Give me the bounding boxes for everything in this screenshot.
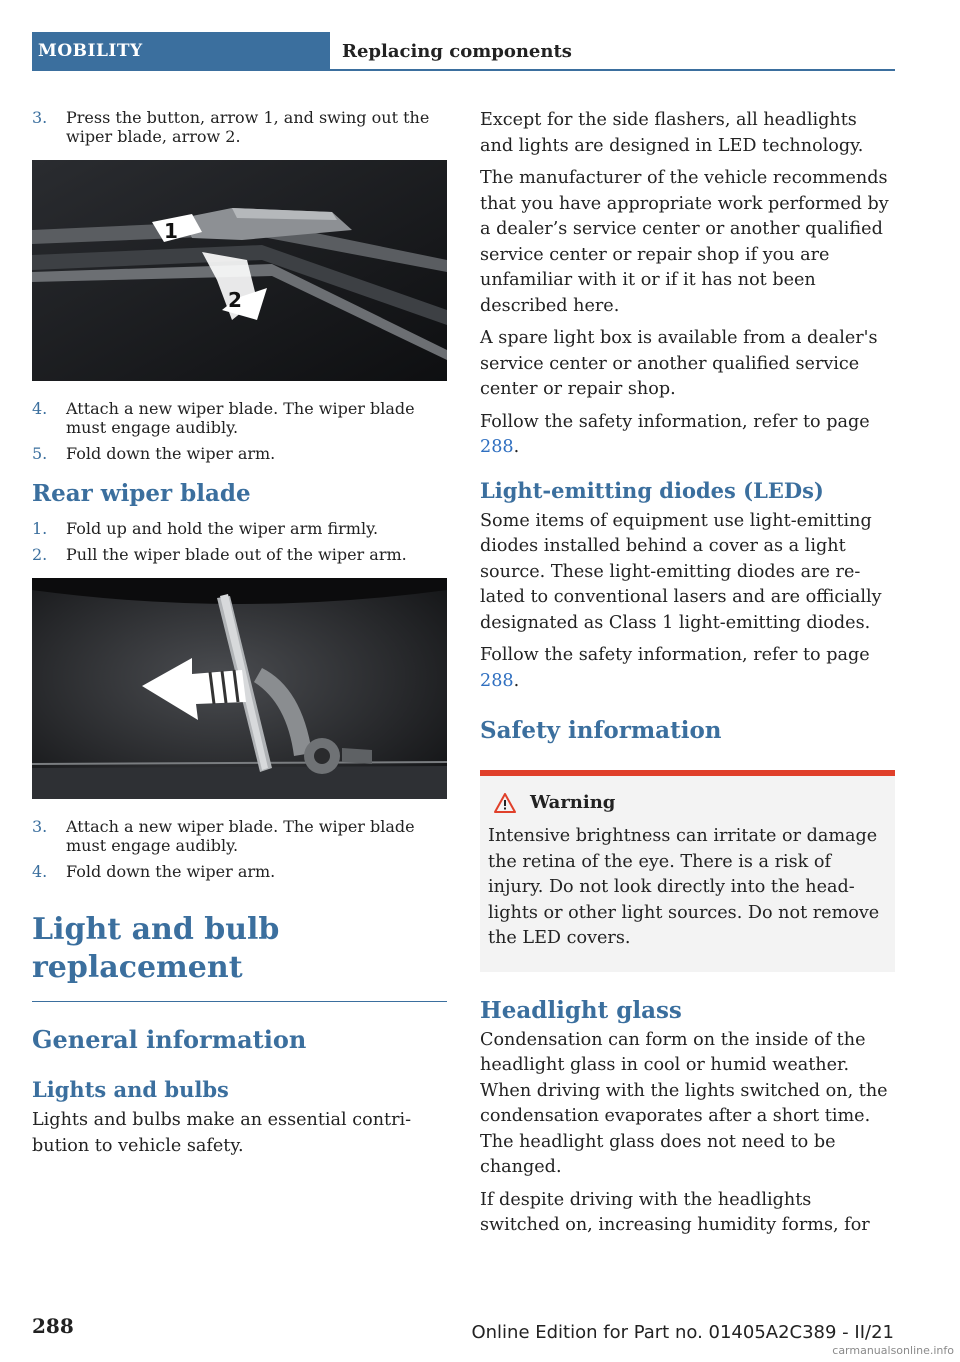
safety-information-heading: Safety information (480, 717, 722, 744)
list-item (32, 817, 447, 855)
arrow-2-label: 2 (228, 288, 242, 312)
period: . (513, 437, 520, 457)
period: . (513, 670, 520, 691)
chapter-title: Replacing components (330, 32, 895, 71)
page-link[interactable]: 288 (480, 437, 514, 457)
wiper-front-photo (32, 160, 447, 381)
left-column (32, 108, 447, 1166)
step-number: 5. (32, 444, 48, 463)
step-number: 3. (32, 108, 48, 127)
warning-triangle-icon (494, 793, 516, 813)
safety-reference-text: Follow the safety information, refer to page (480, 645, 870, 665)
step-text: Pull the wiper blade out of the wiper arm. (66, 545, 407, 564)
step-text: Attach a new wiper blade. The wiper blade must engage audibly. (66, 399, 415, 437)
step-number: 4. (32, 862, 48, 881)
arrow-1-label: 1 (164, 219, 178, 243)
warning-text: Intensive brightness can irritate or damage the retina of the eye. There is a risk of injury. Do not look directly into the headlights or other light sources. Do not remove the LED covers. (488, 826, 880, 948)
step-number: 1. (32, 519, 48, 538)
right-column (480, 108, 895, 1246)
warning-title-row (488, 790, 887, 816)
step-text: Fold up and hold the wiper arm firmly. (66, 519, 379, 538)
list-item (32, 108, 447, 146)
step-text: Fold down the wiper arm. (66, 862, 276, 881)
list-item (32, 862, 447, 881)
safety-reference (480, 410, 895, 461)
page-link[interactable]: 288 (480, 670, 514, 691)
light-replacement-heading: Light and bulb replacement (32, 911, 447, 1002)
edition-note: Online Edition for Part no. 01405A2C389 - II/21 (471, 1322, 894, 1343)
general-information-heading: General information (32, 1025, 307, 1054)
humidity-text: If despite driving with the headlights switched on, increasing humidity forms, for (480, 1189, 870, 1235)
led-heading: Light-emitting diodes (LEDs) (480, 477, 824, 503)
manufacturer-recommendation-text: The manufacturer of the vehicle recommends that you have appropriate work performed by a dealer’s service center or another qualified service center or repair shop if you are unfamiliar with it or if it has not been described here. (480, 168, 889, 316)
safety-reference (480, 643, 895, 694)
step-text: Fold down the wiper arm. (66, 444, 276, 463)
watermark: carmanualsonline.info (832, 1344, 954, 1357)
step-text: Press the button, arrow 1, and swing out the wiper blade, arrow 2. (66, 108, 430, 146)
rear-wiper-heading: Rear wiper blade (32, 480, 251, 507)
led-text: Some items of equipment use light-emitting diodes installed behind a cover as a light source. These light-emitting diodes are related to conventional lasers and are officially designated as Class 1 light-emitting diodes. (480, 510, 882, 633)
list-item (32, 399, 447, 437)
step-number: 2. (32, 545, 48, 564)
list-item (32, 444, 447, 463)
step-text: Attach a new wiper blade. The wiper blade must engage audibly. (66, 817, 415, 855)
section-tab: MOBILITY (32, 32, 330, 71)
lights-bulbs-heading: Lights and bulbs (32, 1077, 229, 1102)
page-number: 288 (32, 1314, 74, 1338)
list-item (32, 519, 447, 538)
wiper-rear-photo (32, 578, 447, 799)
step-number: 4. (32, 399, 48, 418)
step-number: 3. (32, 817, 48, 836)
warning-box (480, 770, 895, 972)
safety-reference-text: Follow the safety information, refer to page (480, 411, 870, 432)
headlight-glass-heading: Headlight glass (480, 996, 682, 1024)
list-item (32, 545, 447, 564)
warning-title: Warning (530, 792, 616, 813)
condensation-text: Condensation can form on the inside of the headlight glass in cool or humid weather. When driving with the lights switched on, the condensation evaporates after a short time. The headlight glass does not need to be changed. (480, 1029, 888, 1177)
led-technology-text: Except for the side flashers, all headlights and lights are designed in LED technology. (480, 110, 864, 156)
page-header (32, 32, 895, 71)
lights-bulbs-text: Lights and bulbs make an essential contribution to vehicle safety. (32, 1110, 412, 1156)
spare-light-box-text: A spare light box is available from a dealer's service center or another qualified service center or repair shop. (480, 328, 878, 399)
